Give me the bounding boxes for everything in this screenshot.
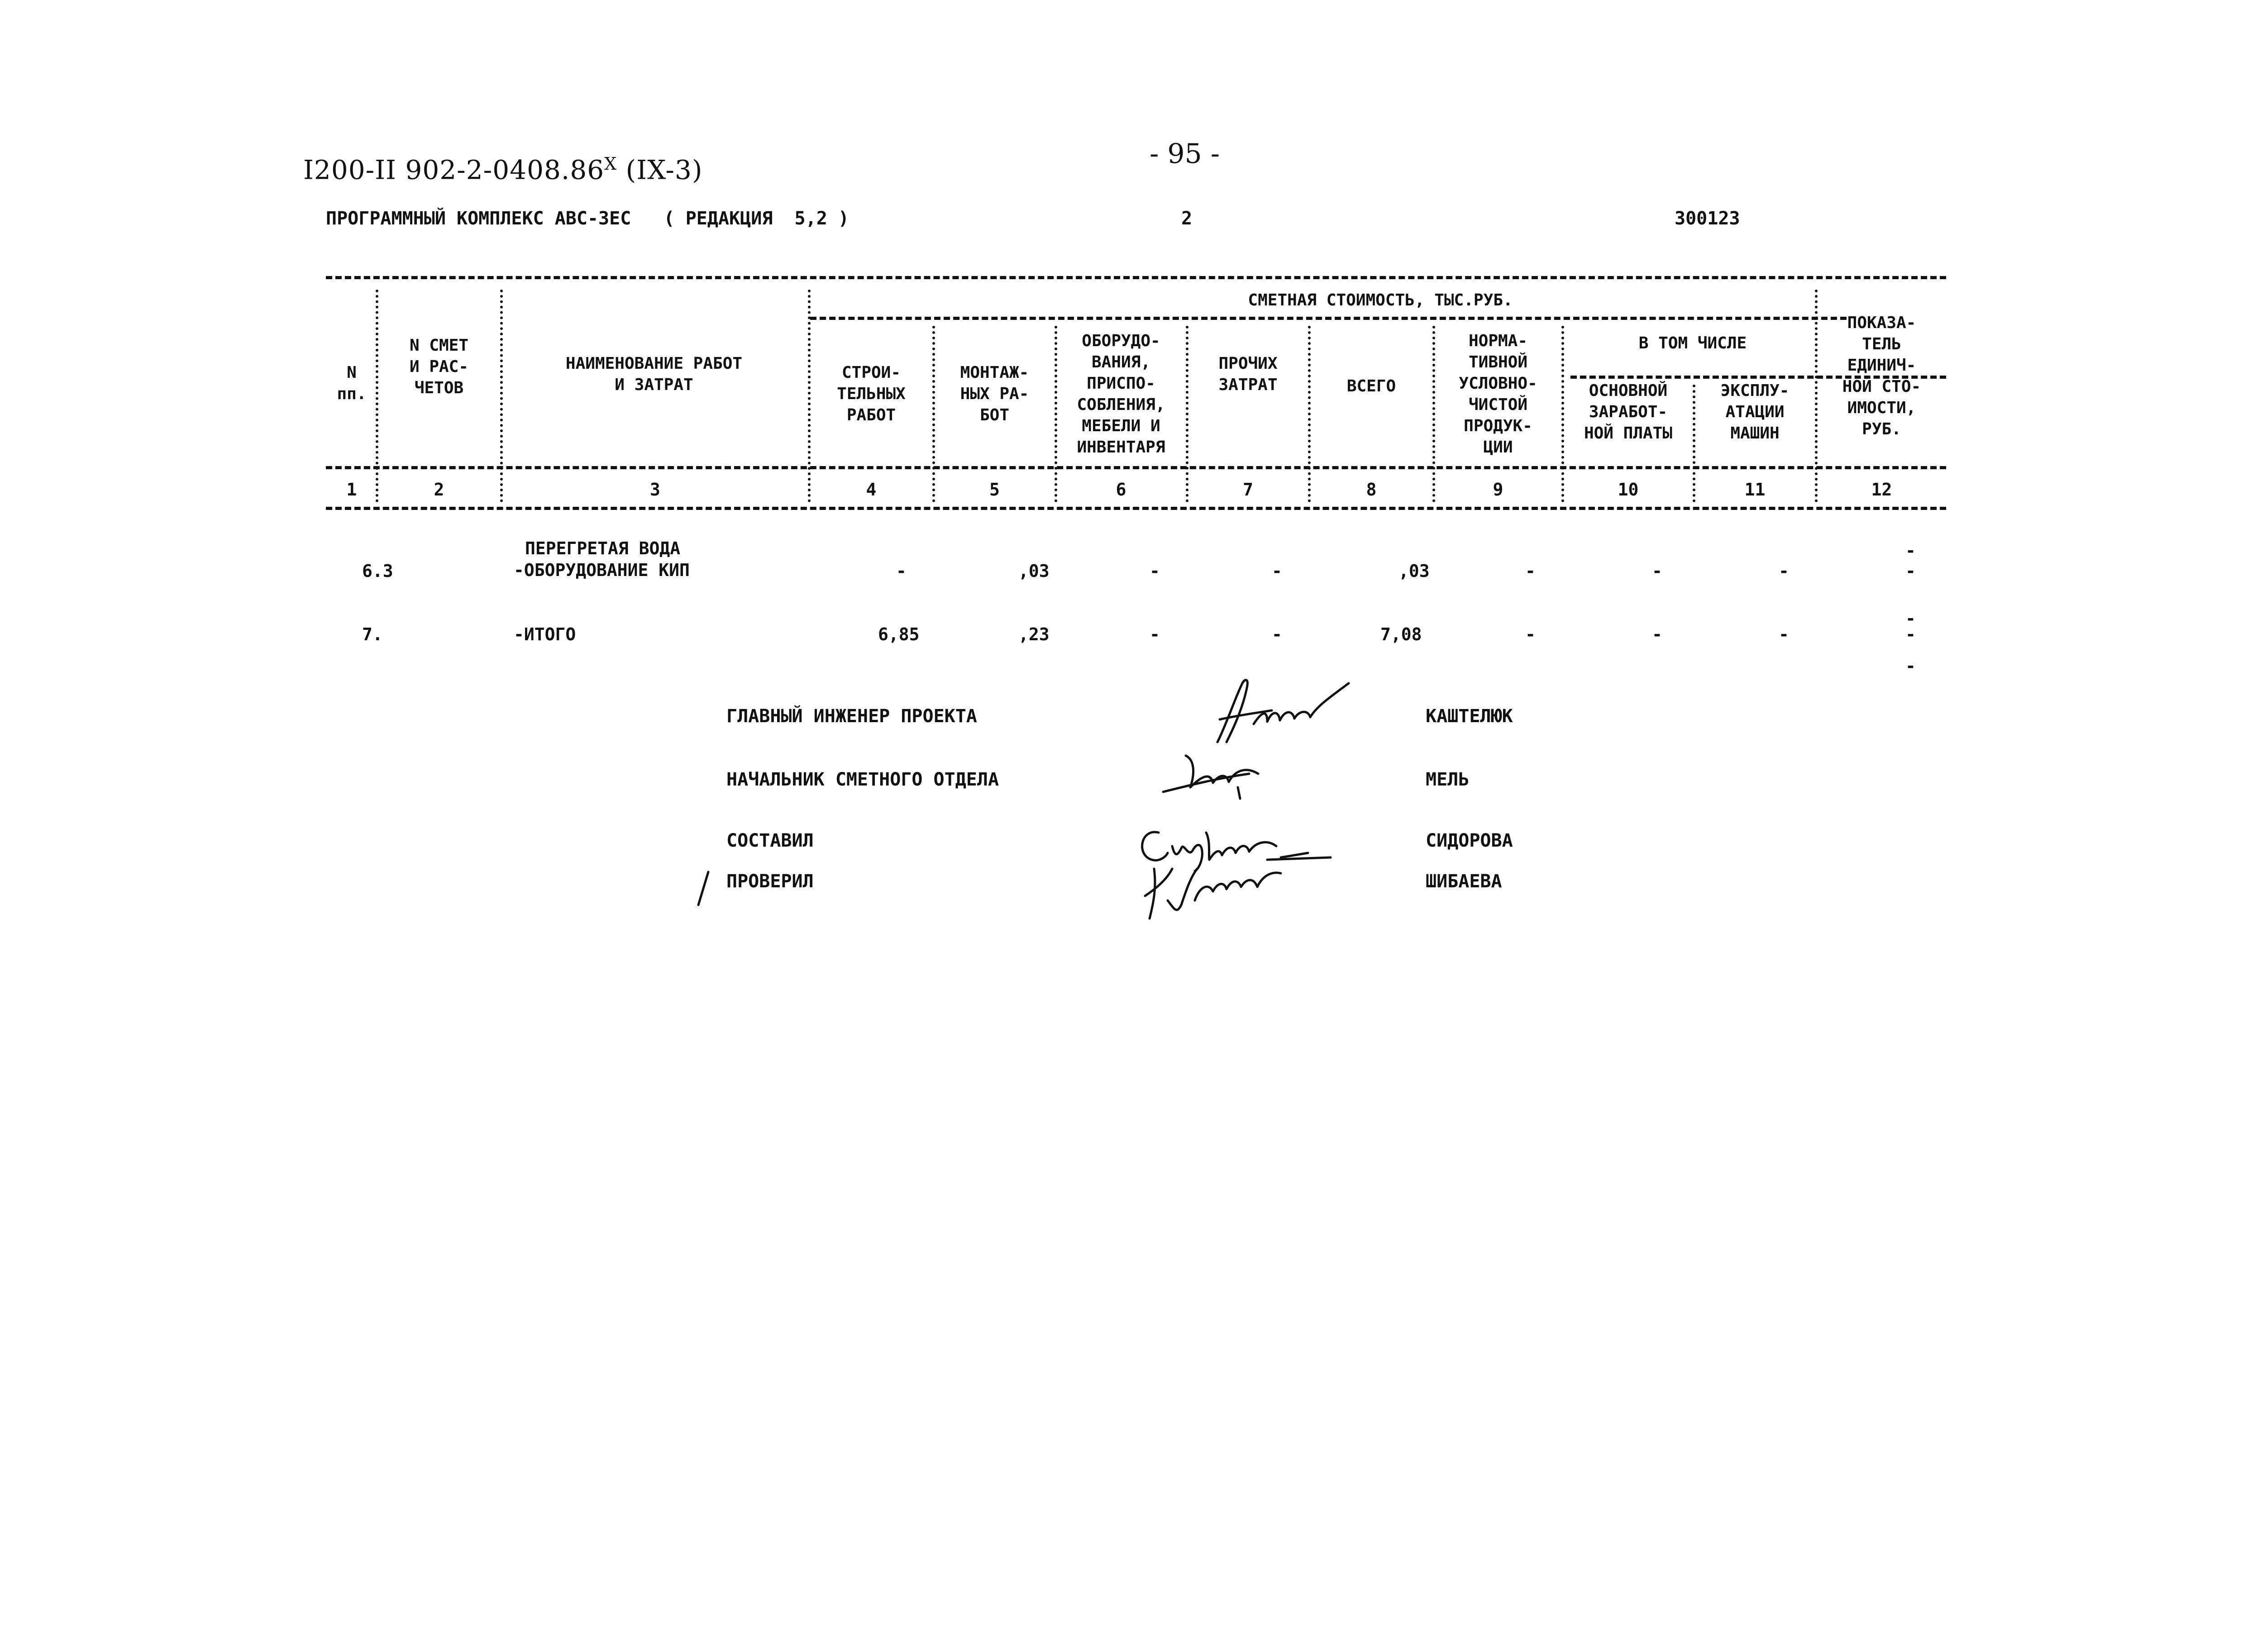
row-installation: ,23 <box>1018 624 1050 644</box>
column-number: 6 <box>1116 480 1126 500</box>
column-number: 2 <box>434 480 444 500</box>
document-code-superscript: X <box>604 154 617 174</box>
column-number: 5 <box>989 480 1000 500</box>
row-base-salary: - <box>1652 561 1662 581</box>
signature-scribble-chief-engineer <box>1199 670 1353 751</box>
header-machine-ops: ЭКСПЛУ- АТАЦИИ МАШИН <box>1720 381 1790 443</box>
header-equipment: ОБОРУДО- ВАНИЯ, ПРИСПО- СОБЛЕНИЯ, МЕБЕЛИ И ИНВЕНТАРЯ <box>1077 332 1165 457</box>
row-other: - <box>1272 561 1282 581</box>
table-row <box>326 602 1946 676</box>
slash-mark <box>695 871 713 907</box>
row-no: 7. <box>362 624 383 644</box>
row-unit-cost-dash: - <box>1905 609 1916 628</box>
column-number: 7 <box>1243 480 1253 500</box>
header-unit-cost: ПОКАЗА- ТЕЛЬ ЕДИНИЧ- НОЙ СТО- ИМОСТИ, РУБ. <box>1842 314 1921 438</box>
header-group-cost: СМЕТНАЯ СТОИМОСТЬ, ТЫС.РУБ. <box>1248 291 1513 309</box>
row-equipment: - <box>1150 561 1160 581</box>
column-divider <box>1308 326 1311 502</box>
signature-name-chief-engineer: КАШТЕЛЮК <box>1426 706 1513 727</box>
row-total: ,03 <box>1398 561 1430 581</box>
column-number: 8 <box>1366 480 1377 500</box>
signature-role-compiled: СОСТАВИЛ <box>726 830 814 851</box>
header-bottom-rule <box>326 466 1946 469</box>
row-normative: - <box>1525 561 1536 581</box>
signature-role-estimate-head: НАЧАЛЬНИК СМЕТНОГО ОТДЕЛА <box>726 769 999 790</box>
program-line: ПРОГРАММНЫЙ КОМПЛЕКС АВС-3ЕС ( РЕДАКЦИЯ 5,2 ) <box>326 208 849 229</box>
header-no: N пп. <box>337 363 367 403</box>
page-number: - 95 - <box>1150 138 1220 170</box>
column-number: 12 <box>1871 480 1892 500</box>
signature-role-chief-engineer: ГЛАВНЫЙ ИНЖЕНЕР ПРОЕКТА <box>726 706 977 727</box>
header-estimate-no: N СМЕТ И РАС- ЧЕТОВ <box>409 336 469 397</box>
signature-scribble-checked <box>1136 851 1344 923</box>
table-row <box>326 538 1946 588</box>
row-total: 7,08 <box>1380 624 1422 644</box>
signature-name-estimate-head: МЕЛЬ <box>1426 769 1470 790</box>
row-unit-cost-dash: - <box>1905 541 1916 561</box>
column-number: 1 <box>346 480 357 500</box>
header-other: ПРОЧИХ ЗАТРАТ <box>1218 354 1278 394</box>
document-code <box>303 154 703 185</box>
column-number: 4 <box>866 480 877 500</box>
signature-name-compiled: СИДОРОВА <box>1426 830 1513 851</box>
row-name-line2: -ОБОРУДОВАНИЕ КИП <box>514 560 690 580</box>
row-equipment: - <box>1150 624 1160 644</box>
row-no: 6.3 <box>362 561 393 581</box>
row-construction: 6,85 <box>878 624 920 644</box>
document-id: 300123 <box>1675 208 1740 229</box>
row-unit-cost: - <box>1905 561 1916 581</box>
header-total: ВСЕГО <box>1346 377 1396 395</box>
row-name-line1: ПЕРЕГРЕТАЯ ВОДА <box>525 538 681 558</box>
row-base-salary: - <box>1652 624 1662 644</box>
signature-scribble-estimate-head <box>1159 742 1276 805</box>
row-normative: - <box>1525 624 1536 644</box>
column-number: 3 <box>650 480 660 500</box>
row-other: - <box>1272 624 1282 644</box>
sheet-number: 2 <box>1181 208 1193 229</box>
signature-name-checked: ШИБАЕВА <box>1426 871 1502 892</box>
header-installation: МОНТАЖ- НЫХ РА- БОТ <box>960 363 1029 424</box>
row-machine-ops: - <box>1779 624 1789 644</box>
header-group-incl: В ТОМ ЧИСЛЕ <box>1638 334 1747 352</box>
group-subheader-rule <box>810 317 1847 320</box>
column-number: 10 <box>1618 480 1639 500</box>
row-construction: - <box>896 561 907 581</box>
column-number: 11 <box>1744 480 1766 500</box>
header-name: НАИМЕНОВАНИЕ РАБОТ И ЗАТРАТ <box>565 354 743 394</box>
row-name-line2: -ИТОГО <box>514 624 576 644</box>
document-code-main: I200-II 902-2-0408.86 <box>303 154 605 186</box>
column-number-rule <box>326 507 1946 510</box>
column-divider <box>500 290 503 502</box>
row-unit-cost-dash: - <box>1905 656 1916 676</box>
column-number: 9 <box>1493 480 1503 500</box>
header-construction: СТРОИ- ТЕЛЬНЫХ РАБОТ <box>837 363 906 424</box>
table-top-rule <box>326 276 1946 279</box>
document-code-suffix: (IX-3) <box>617 154 703 186</box>
header-normative: НОРМА- ТИВНОЙ УСЛОВНО- ЧИСТОЙ ПРОДУК- ЦИИ <box>1459 332 1537 457</box>
row-installation: ,03 <box>1018 561 1050 581</box>
row-unit-cost: - <box>1905 624 1916 644</box>
signature-role-checked: ПРОВЕРИЛ <box>726 871 814 892</box>
header-base-salary: ОСНОВНОЙ ЗАРАБОТ- НОЙ ПЛАТЫ <box>1584 381 1673 443</box>
row-machine-ops: - <box>1779 561 1789 581</box>
